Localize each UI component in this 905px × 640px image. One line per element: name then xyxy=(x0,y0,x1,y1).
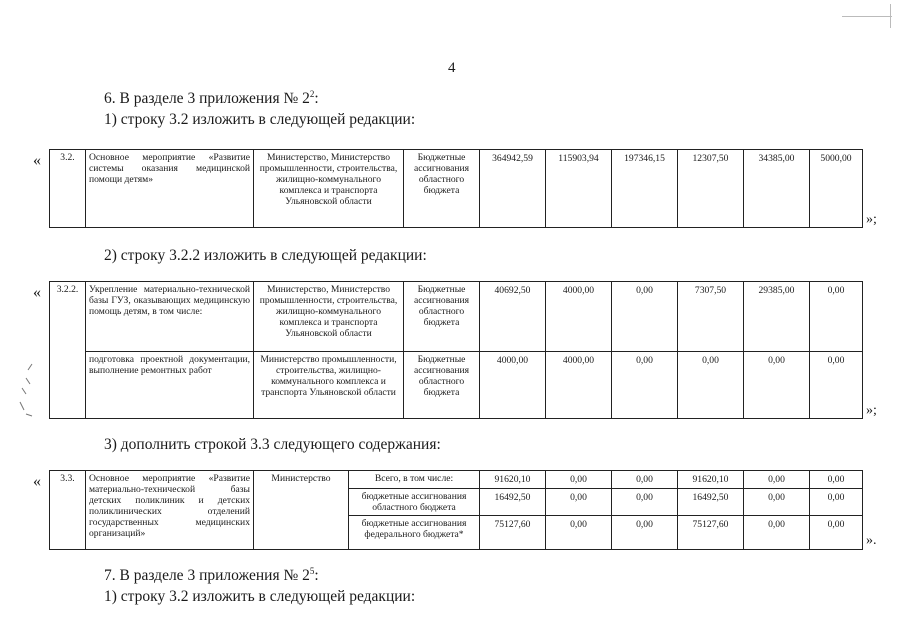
value-year-1: 0,00 xyxy=(546,516,612,550)
value-year-3: 12307,50 xyxy=(678,150,744,228)
value-total: 364942,59 xyxy=(480,150,546,228)
funding-source: Бюджетные ассигнования областного бюджета xyxy=(404,352,480,419)
value-year-2: 0,00 xyxy=(612,352,678,419)
value-year-4: 0,00 xyxy=(744,516,810,550)
value-year-2: 0,00 xyxy=(612,471,678,489)
scan-edge-mark xyxy=(842,16,892,17)
funding-source: Бюджетные ассигнования областного бюджета xyxy=(404,150,480,228)
section-6-item-2: 2) строку 3.2.2 изложить в следующей редакции: xyxy=(104,247,427,264)
executor: Министерство, Министерство промышленности, строительства, жилищно-коммунального комплекса и транспорта Ульяновской области xyxy=(254,282,404,352)
close-quote: »; xyxy=(866,403,877,418)
value-year-5: 0,00 xyxy=(810,471,863,489)
value-year-2: 0,00 xyxy=(612,516,678,550)
measure-name: Основное мероприятие «Развитие системы оказания медицинской помощи детям» xyxy=(86,150,254,228)
funding-source: Всего, в том числе: xyxy=(349,471,480,489)
value-year-1: 0,00 xyxy=(546,489,612,516)
row-number: 3.2.2. xyxy=(50,282,86,419)
value-year-2: 0,00 xyxy=(612,282,678,352)
table-row-3-2-2 xyxy=(49,281,863,419)
value-total: 4000,00 xyxy=(480,352,546,419)
row-number: 3.3. xyxy=(50,471,86,550)
table-row-3-2 xyxy=(49,149,863,228)
funding-source: бюджетные ассигнования областного бюджета xyxy=(349,489,480,516)
measure-name: Основное мероприятие «Развитие материально-технической базы детских поликлиник и детских поликлинических отделений государственных медицинских организаций» xyxy=(86,471,254,550)
section-6-item-1: 1) строку 3.2 изложить в следующей редакции: xyxy=(104,111,416,128)
value-year-4: 34385,00 xyxy=(744,150,810,228)
value-year-3: 75127,60 xyxy=(678,516,744,550)
value-year-5: 0,00 xyxy=(810,352,863,419)
value-total: 40692,50 xyxy=(480,282,546,352)
value-total: 75127,60 xyxy=(480,516,546,550)
close-quote: »; xyxy=(866,212,877,227)
executor: Министерство, Министерство промышленности, строительства, жилищно-коммунального комплекса и транспорта Ульяновской области xyxy=(254,150,404,228)
value-year-1: 0,00 xyxy=(546,471,612,489)
scan-edge-mark xyxy=(890,4,891,28)
value-year-3: 91620,10 xyxy=(678,471,744,489)
value-year-5: 0,00 xyxy=(810,489,863,516)
value-year-4: 29385,00 xyxy=(744,282,810,352)
measure-name: подготовка проектной документации, выполнение ремонтных работ xyxy=(86,352,254,419)
measure-name: Укрепление материально-технической базы ГУЗ, оказывающих медицинскую помощь детям, в том числе: xyxy=(86,282,254,352)
close-quote: ». xyxy=(866,533,877,548)
value-year-1: 4000,00 xyxy=(546,352,612,419)
value-year-5: 0,00 xyxy=(810,516,863,550)
value-year-4: 0,00 xyxy=(744,471,810,489)
open-quote: « xyxy=(33,473,41,490)
value-total: 16492,50 xyxy=(480,489,546,516)
funding-source: Бюджетные ассигнования областного бюджета xyxy=(404,282,480,352)
value-year-4: 0,00 xyxy=(744,489,810,516)
executor: Министерство промышленности, строительства, жилищно-коммунального комплекса и транспорта Ульяновской области xyxy=(254,352,404,419)
value-year-5: 0,00 xyxy=(810,282,863,352)
open-quote: « xyxy=(33,152,41,169)
value-total: 91620,10 xyxy=(480,471,546,489)
value-year-2: 0,00 xyxy=(612,489,678,516)
section-7-item-1: 1) строку 3.2 изложить в следующей редакции: xyxy=(104,588,416,605)
value-year-3: 0,00 xyxy=(678,352,744,419)
section-6-item-3: 3) дополнить строкой 3.3 следующего содержания: xyxy=(104,436,441,453)
value-year-1: 4000,00 xyxy=(546,282,612,352)
section-7-heading: 7. В разделе 3 приложения № $2^5$: xyxy=(104,565,319,584)
open-quote: « xyxy=(33,284,41,301)
margin-pencil-mark xyxy=(12,360,42,420)
table-row-3-3 xyxy=(49,470,863,550)
value-year-1: 115903,94 xyxy=(546,150,612,228)
value-year-3: 16492,50 xyxy=(678,489,744,516)
value-year-4: 0,00 xyxy=(744,352,810,419)
value-year-2: 197346,15 xyxy=(612,150,678,228)
page-number: 4 xyxy=(448,60,456,76)
value-year-3: 7307,50 xyxy=(678,282,744,352)
executor: Министерство xyxy=(254,471,349,550)
row-number: 3.2. xyxy=(50,150,86,228)
value-year-5: 5000,00 xyxy=(810,150,863,228)
funding-source: бюджетные ассигнования федерального бюджета* xyxy=(349,516,480,550)
section-6-heading: 6. В разделе 3 приложения № $2^2$: xyxy=(104,88,319,107)
